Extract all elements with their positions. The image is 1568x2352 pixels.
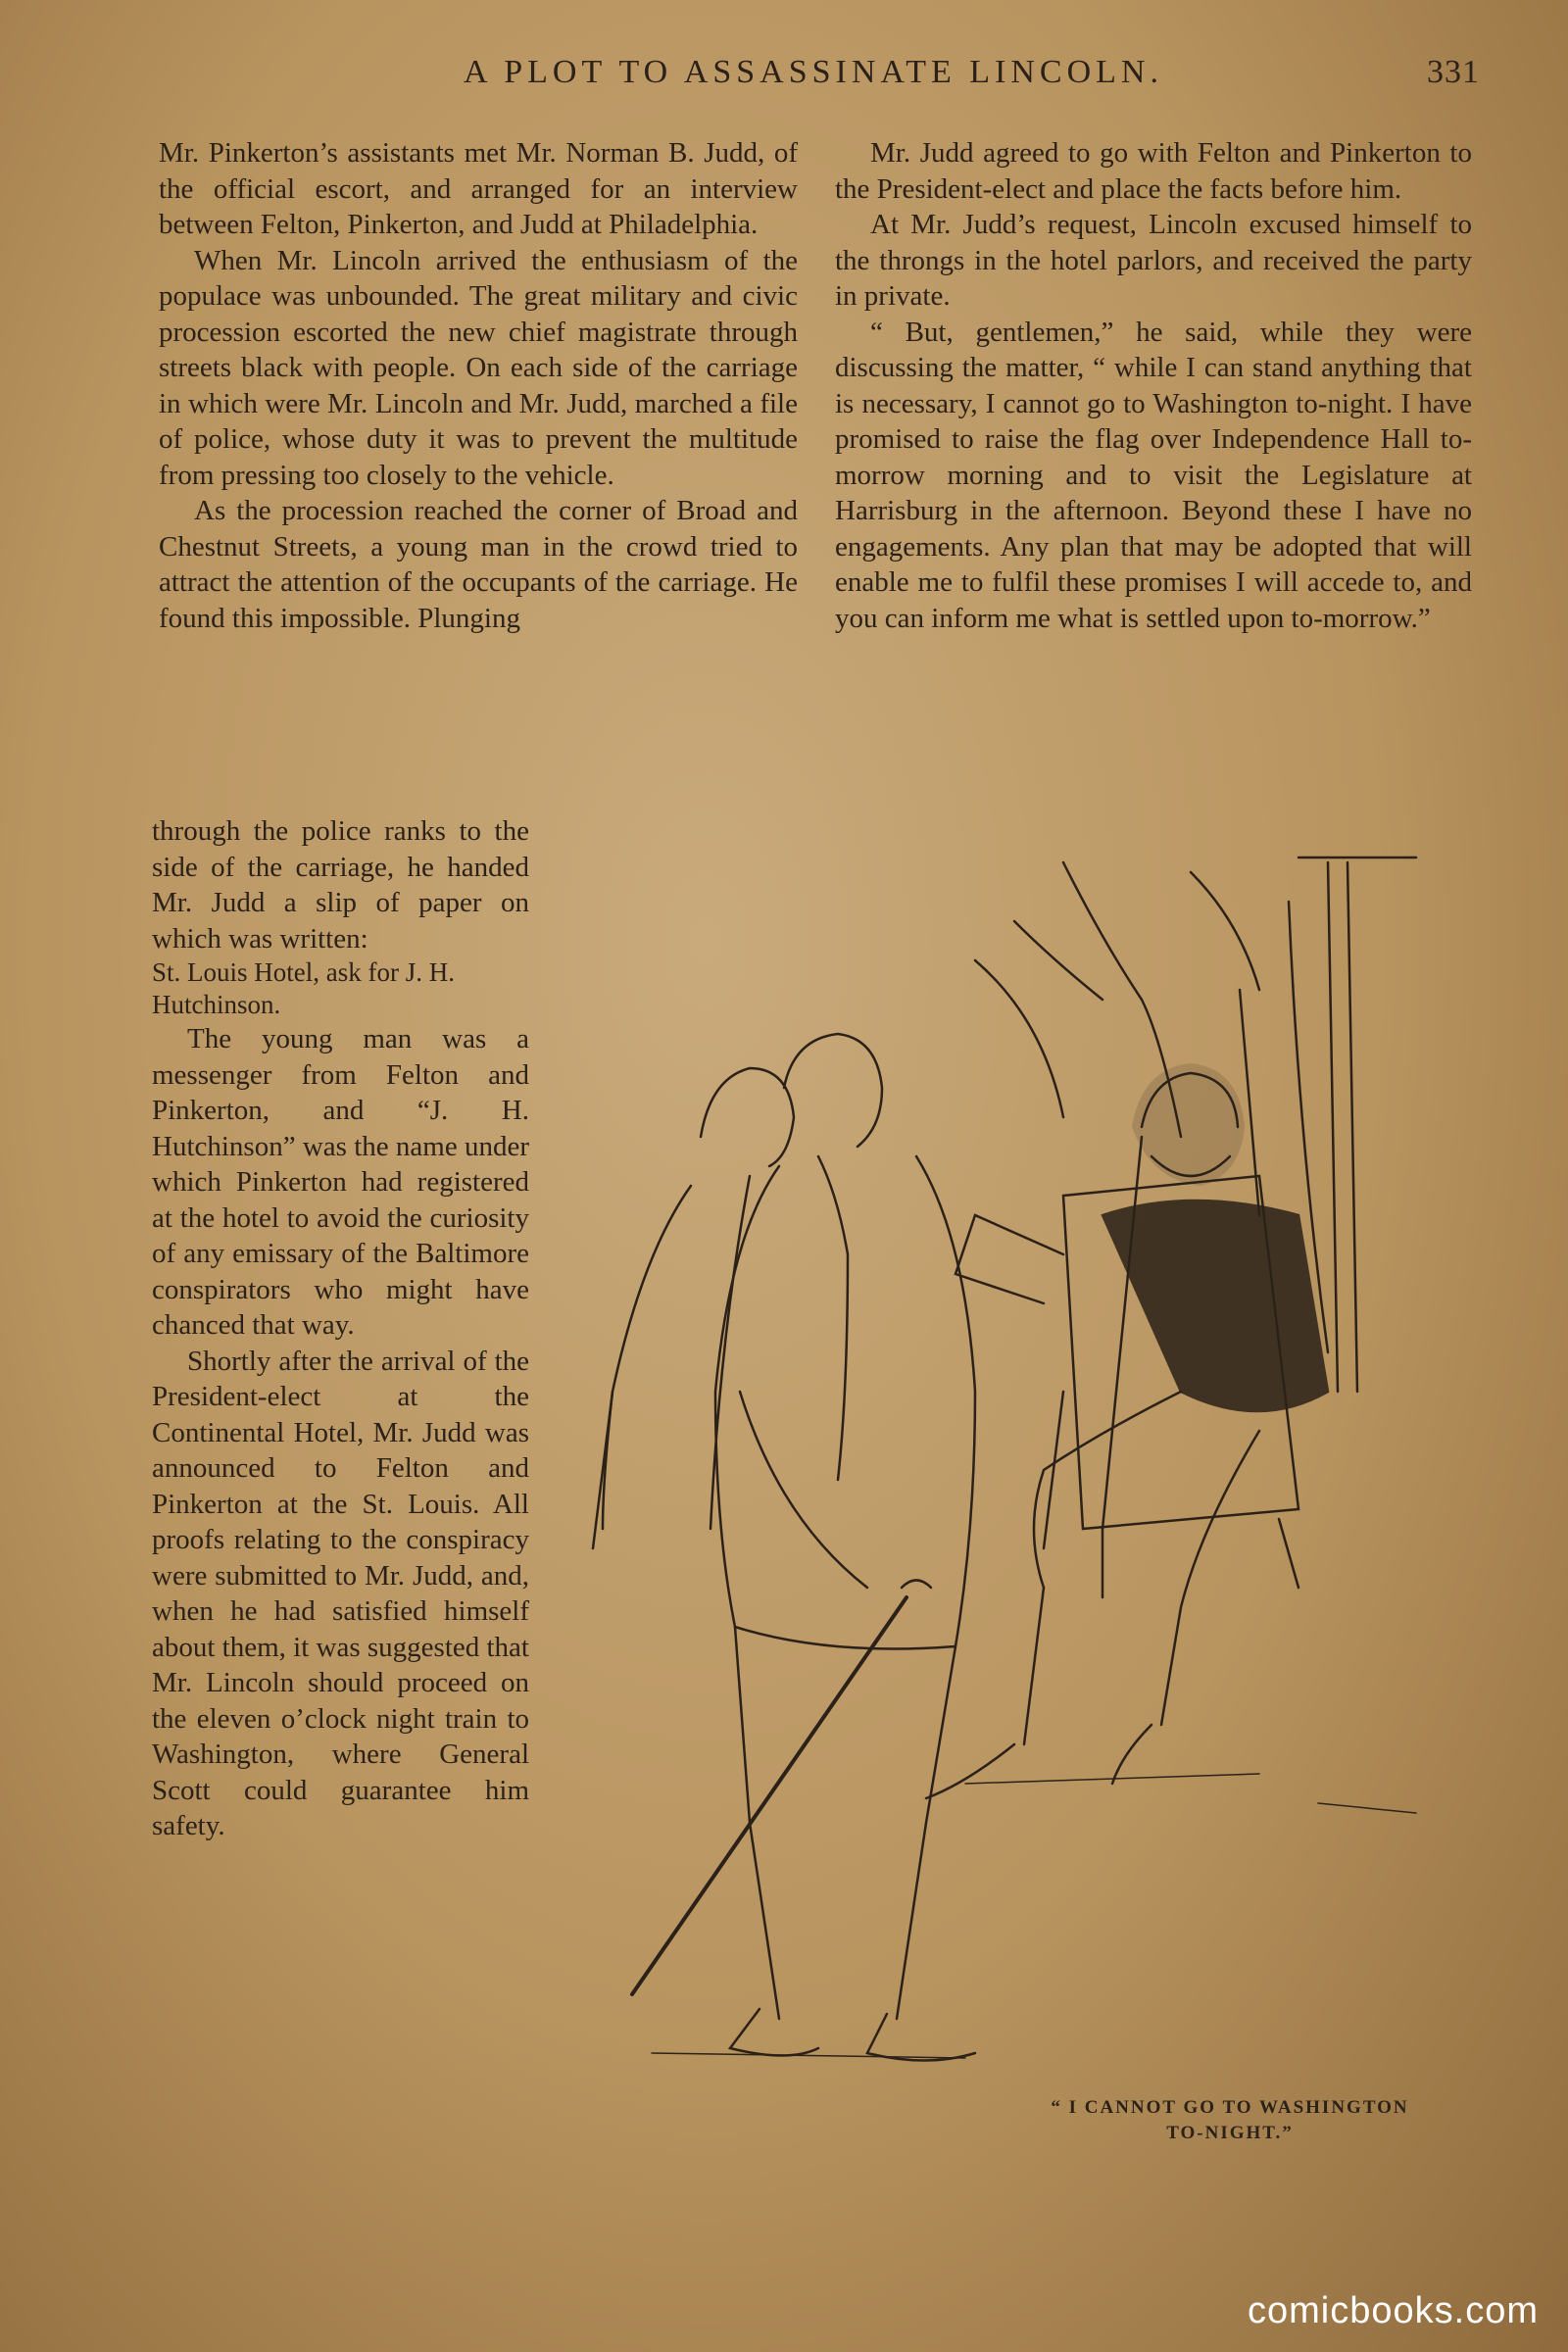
running-title: A PLOT TO ASSASSINATE LINCOLN.	[464, 54, 1163, 90]
paragraph: Mr. Pinkerton’s assistants met Mr. Norman B. Judd, of the official escort, and arranged for an interview between Felton, Pinkerton, and Judd at Philadelphia.	[159, 137, 798, 240]
illustration-lincoln-meeting	[554, 843, 1485, 2097]
left-column-narrow	[152, 813, 529, 1844]
paragraph: “ But, gentlemen,” he said, while they were discussing the matter, “ while I can stand anything that is necessary, I cannot go to Washington to-night. I have promised to raise the flag over Independence Hall to-morrow morning and to visit the Legislature at Harrisburg in the afternoon. Beyond these I have no engagements. Any plan that may be adopted that will enable me to fulfil these promises I will accede to, and you can inform me what is settled upon to-morrow.”	[835, 316, 1472, 634]
paragraph: through the police ranks to the side of the carriage, he handed Mr. Judd a slip of paper on which was written:	[152, 815, 529, 955]
paragraph: Mr. Judd agreed to go with Felton and Pinkerton to the President-elect and place the facts before him.	[835, 137, 1472, 205]
left-column-top	[159, 135, 798, 636]
watermark: comicbooks.com	[1248, 2290, 1539, 2331]
paragraph: Shortly after the arrival of the President-elect at the Continental Hotel, Mr. Judd was announced to Felton and Pinkerton at the St. Louis. All proofs relating to the conspiracy were submitted to Mr. Judd, and, when he had satisfied himself about them, it was suggested that Mr. Lincoln should proceed on the eleven o’clock night train to Washington, where General Scott could guarantee him safety.	[152, 1345, 529, 1841]
caption-line: TO-NIGHT.”	[1166, 2123, 1294, 2143]
caption-line: “ I CANNOT GO TO WASHINGTON	[1051, 2097, 1409, 2118]
paragraph: At Mr. Judd’s request, Lincoln excused himself to the throngs in the hotel parlors, and received the party in private.	[835, 209, 1472, 312]
right-column	[835, 135, 1472, 636]
page-number: 331	[1427, 54, 1480, 90]
paragraph: When Mr. Lincoln arrived the enthusiasm of the populace was unbounded. The great military and civic procession escorted the new chief magistrate through streets black with people. On each side of the carriage in which were Mr. Lincoln and Mr. Judd, marched a file of police, whose duty it was to prevent the multitude from pressing too closely to the vehicle.	[159, 244, 798, 491]
written-note: St. Louis Hotel, ask for J. H. Hutchinson.	[152, 957, 455, 1019]
illustration-caption	[1019, 2095, 1441, 2146]
running-header	[147, 54, 1480, 103]
paragraph: As the procession reached the corner of Broad and Chestnut Streets, a young man in the crowd tried to attract the attention of the occupants of the carriage. He found this impossible. Plunging	[159, 495, 798, 634]
paragraph: The young man was a messenger from Felton and Pinkerton, and “J. H. Hutchinson” was the name under which Pinkerton had registered at the hotel to avoid the curiosity of any emissary of the Baltimore conspirators who might have chanced that way.	[152, 1023, 529, 1341]
